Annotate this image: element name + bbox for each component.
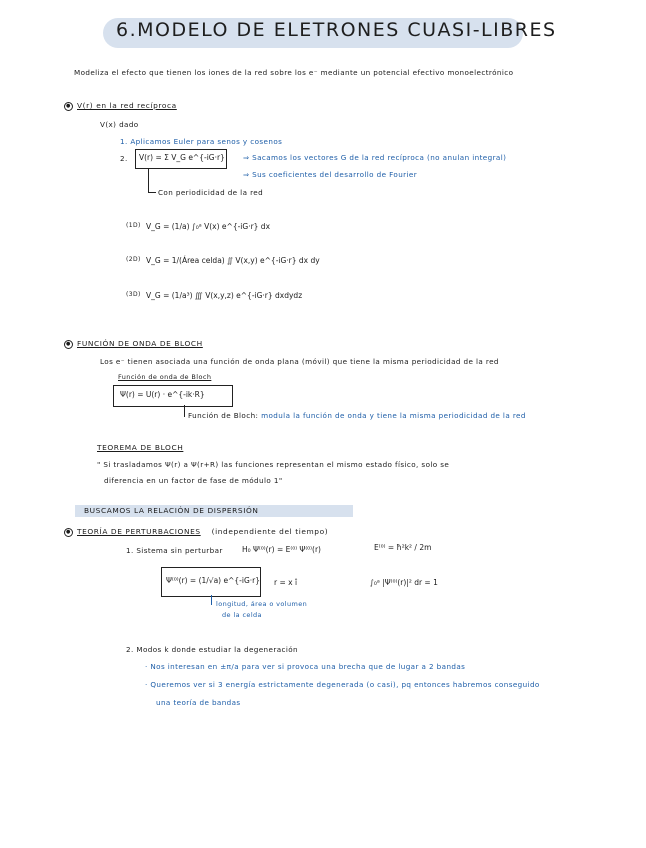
section-header-bloch-wave: ● FUNCIÓN DE ONDA DE BLOCH (64, 339, 203, 349)
note-coeficientes: ⇒ Sus coeficientes del desarrollo de Fourier (243, 170, 418, 179)
bracket-line (148, 168, 149, 192)
bullet-bandas: una teoría de bandas (156, 698, 241, 707)
bullet-degenerada: · Queremos ver si 3 energía estrictamente degenerada (o casi), pq entonces habremos conseguido (145, 680, 540, 689)
section-header-perturbaciones: ● TEORÍA DE PERTURBACIONES (independiente del tiempo) (64, 527, 328, 537)
eq2-label: (2D) (126, 256, 141, 263)
section-bullet-icon: ● (64, 102, 73, 111)
teorema-quote-line1: " Si trasladamos Ψ(r) a Ψ(r+R) las funciones representan el mismo estado físico, solo se (97, 460, 450, 469)
formula-bloch: Ψ(r) = U(r) · e^{-ik·R} (120, 390, 205, 399)
teorema-quote-line2: diferencia en un factor de fase de módulo 1" (104, 476, 283, 485)
formula-vr: V(r) = Σ V_G e^{-iG·r} (139, 153, 225, 162)
section-bullet-icon: ● (64, 528, 73, 537)
dispersion-heading: BUSCAMOS LA RELACIÓN DE DISPERSIÓN (84, 506, 259, 515)
bloch-sublabel: Función de onda de Bloch (118, 373, 212, 381)
step-2-number: 2. (120, 154, 128, 163)
note-periodicidad: Con periodicidad de la red (158, 188, 264, 197)
eq2: V_G = 1/(Área celda) ∬ V(x,y) e^{-iG·r} dx dy (146, 256, 320, 265)
annot-line (184, 405, 185, 417)
psi-note-line (211, 595, 212, 605)
section-header-vr: ● V(r) en la red recíproca (64, 101, 177, 111)
bracket-foot (148, 192, 156, 193)
bullet-brecha: · Nos interesan en ±π/a para ver si provoca una brecha que de lugar a 2 bandas (145, 662, 466, 671)
r-eq: r = x î (274, 578, 298, 587)
step-modos: 2. Modos k donde estudiar la degeneración (126, 645, 298, 654)
step-euler: 1. Aplicamos Euler para senos y cosenos (120, 137, 283, 146)
teorema-header: TEOREMA DE BLOCH (97, 443, 184, 452)
step-sistema: 1. Sistema sin perturbar (126, 546, 223, 555)
energy-eq: E⁽⁰⁾ = ħ²k² / 2m (374, 543, 432, 552)
psi-note-line2: de la celda (222, 611, 262, 619)
section-bullet-icon: ● (64, 340, 73, 349)
eq1: V_G = (1/a) ∫₀ᵃ V(x) e^{-iG·r} dx (146, 222, 271, 231)
psi0-eq: Ψ⁽⁰⁾(r) = (1/√a) e^{-iG·r} (166, 576, 261, 585)
psi-note-line1: longitud, área o volumen (216, 600, 308, 608)
eq1-label: (1D) (126, 222, 141, 229)
bloch-annotation: Función de Bloch: modula la función de onda y tiene la misma periodicidad de la red (188, 411, 526, 420)
eq3: V_G = (1/a³) ∭ V(x,y,z) e^{-iG·r} dxdydz (146, 291, 303, 300)
norm-eq: ∫₀ᵃ |Ψ⁽⁰⁾(r)|² dr = 1 (370, 578, 438, 587)
page-title: 6.MODELO DE ELETRONES CUASI-LIBRES (116, 19, 557, 41)
note-vectores: ⇒ Sacamos los vectores G de la red recíproca (no anulan integral) (243, 153, 507, 162)
eq3-label: (3D) (126, 291, 141, 298)
hamiltonian-eq: H₀ Ψ⁽⁰⁾(r) = E⁽⁰⁾ Ψ⁽⁰⁾(r) (242, 545, 321, 554)
given-text: V(x) dado (100, 120, 139, 129)
bloch-description: Los e⁻ tienen asociada una función de onda plana (móvil) que tiene la misma periodicidad de la red (100, 357, 499, 366)
intro-text: Modeliza el efecto que tienen los iones de la red sobre los e⁻ mediante un potencial efectivo monoelectrónico (74, 68, 514, 77)
